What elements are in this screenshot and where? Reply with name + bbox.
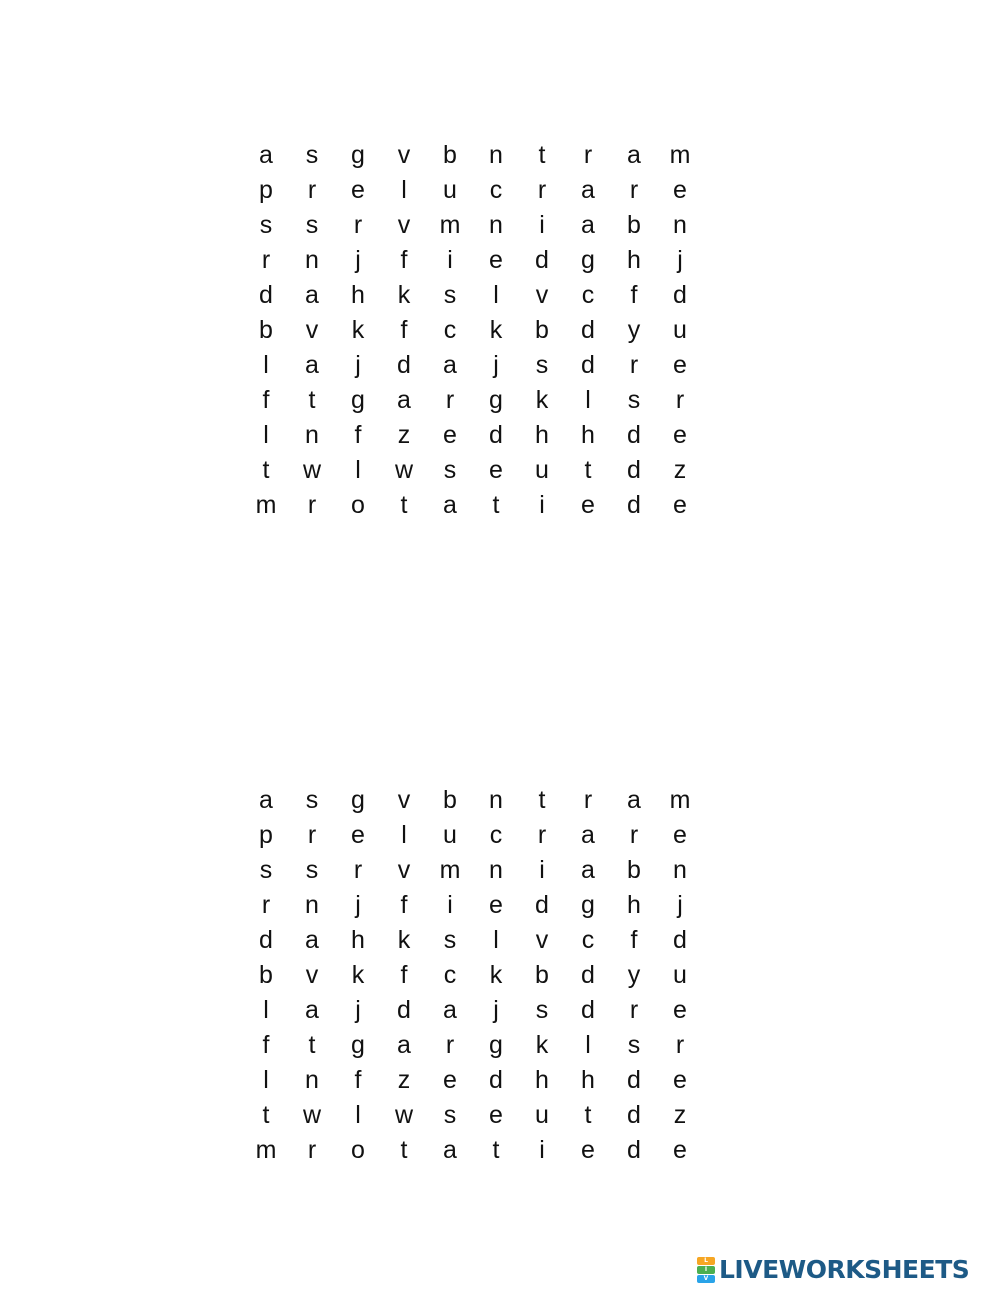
grid-letter: z bbox=[673, 456, 687, 484]
grid-letter: a bbox=[259, 141, 273, 169]
grid-letter: s bbox=[627, 1031, 641, 1059]
grid-letter: t bbox=[308, 1031, 316, 1059]
grid-letter: a bbox=[443, 996, 457, 1024]
grid-letter: p bbox=[259, 821, 273, 849]
grid-letter: d bbox=[535, 246, 549, 274]
grid-letter: v bbox=[535, 281, 549, 309]
word-search-grid-top bbox=[243, 138, 703, 523]
grid-letter: a bbox=[259, 786, 273, 814]
word-search-grid-bottom bbox=[243, 783, 703, 1168]
grid-letter: t bbox=[492, 491, 500, 519]
liveworksheets-logo-icon bbox=[697, 1257, 715, 1283]
grid-letter: a bbox=[443, 491, 457, 519]
grid-letter: f bbox=[630, 926, 638, 954]
grid-letter: f bbox=[262, 1031, 270, 1059]
grid-letter: a bbox=[627, 141, 641, 169]
grid-letter: r bbox=[629, 821, 639, 849]
grid-letter: z bbox=[397, 1066, 411, 1094]
grid-letter: e bbox=[581, 1136, 595, 1164]
grid-letter: s bbox=[443, 281, 457, 309]
grid-letter: m bbox=[439, 211, 461, 239]
grid-letter: d bbox=[673, 281, 687, 309]
grid-letter: s bbox=[305, 141, 319, 169]
grid-letter: s bbox=[443, 926, 457, 954]
grid-letter: g bbox=[581, 246, 595, 274]
grid-letter: s bbox=[259, 856, 273, 884]
grid-letter: r bbox=[307, 491, 317, 519]
grid-letter: d bbox=[627, 491, 641, 519]
grid-letter: d bbox=[581, 996, 595, 1024]
grid-letter: l bbox=[263, 1066, 269, 1094]
grid-letter: b bbox=[627, 856, 641, 884]
grid-letter: o bbox=[351, 1136, 365, 1164]
grid-letter: p bbox=[259, 176, 273, 204]
grid-letter: d bbox=[535, 891, 549, 919]
grid-letter: g bbox=[351, 386, 365, 414]
grid-letter: g bbox=[351, 786, 365, 814]
grid-letter: b bbox=[535, 316, 549, 344]
logo-letter: I bbox=[697, 1266, 715, 1274]
grid-letter: r bbox=[629, 176, 639, 204]
grid-letter: s bbox=[305, 786, 319, 814]
grid-letter: n bbox=[673, 211, 687, 239]
grid-letter: n bbox=[489, 211, 503, 239]
grid-letter: a bbox=[397, 1031, 411, 1059]
grid-letter: l bbox=[263, 421, 269, 449]
grid-letter: h bbox=[627, 246, 641, 274]
grid-letter: b bbox=[443, 141, 457, 169]
grid-letter: r bbox=[537, 821, 547, 849]
grid-letter: d bbox=[627, 1066, 641, 1094]
grid-letter: e bbox=[489, 1101, 503, 1129]
grid-letter: s bbox=[535, 351, 549, 379]
liveworksheets-logo[interactable] bbox=[697, 1255, 969, 1285]
grid-letter: r bbox=[307, 821, 317, 849]
grid-letter: d bbox=[489, 421, 503, 449]
grid-letter: j bbox=[677, 246, 683, 274]
grid-letter: h bbox=[627, 891, 641, 919]
logo-letter: V bbox=[697, 1275, 715, 1283]
grid-letter: u bbox=[673, 316, 687, 344]
grid-letter: t bbox=[538, 141, 546, 169]
grid-letter: e bbox=[489, 891, 503, 919]
grid-letter: b bbox=[259, 316, 273, 344]
grid-letter: r bbox=[307, 176, 317, 204]
grid-letter: l bbox=[585, 1031, 591, 1059]
grid-letter: s bbox=[535, 996, 549, 1024]
grid-letter: d bbox=[627, 456, 641, 484]
grid-letter: n bbox=[673, 856, 687, 884]
grid-letter: m bbox=[255, 1136, 277, 1164]
grid-letter: g bbox=[581, 891, 595, 919]
grid-letter: i bbox=[539, 491, 545, 519]
grid-letter: v bbox=[535, 926, 549, 954]
grid-letter: j bbox=[355, 996, 361, 1024]
brand-name: LIVEWORKSHEETS bbox=[719, 1255, 970, 1284]
grid-letter: d bbox=[489, 1066, 503, 1094]
grid-letter: r bbox=[537, 176, 547, 204]
grid-letter: n bbox=[305, 891, 319, 919]
grid-letter: k bbox=[351, 316, 365, 344]
grid-letter: h bbox=[351, 281, 365, 309]
grid-letter: u bbox=[535, 456, 549, 484]
grid-letter: y bbox=[627, 961, 641, 989]
grid-letter: y bbox=[627, 316, 641, 344]
grid-letter: e bbox=[673, 491, 687, 519]
grid-letter: i bbox=[447, 891, 453, 919]
grid-letter: g bbox=[489, 1031, 503, 1059]
grid-letter: i bbox=[539, 1136, 545, 1164]
grid-letter: e bbox=[673, 351, 687, 379]
grid-letter: d bbox=[259, 281, 273, 309]
grid-letter: d bbox=[397, 351, 411, 379]
grid-letter: g bbox=[351, 1031, 365, 1059]
grid-letter: n bbox=[489, 856, 503, 884]
grid-letter: u bbox=[443, 821, 457, 849]
grid-letter: c bbox=[489, 821, 503, 849]
grid-letter: r bbox=[353, 211, 363, 239]
grid-letter: d bbox=[627, 421, 641, 449]
grid-letter: l bbox=[263, 996, 269, 1024]
grid-letter: j bbox=[355, 891, 361, 919]
grid-letter: k bbox=[397, 281, 411, 309]
grid-letter: t bbox=[262, 1101, 270, 1129]
grid-letter: h bbox=[351, 926, 365, 954]
grid-letter: h bbox=[535, 421, 549, 449]
grid-letter: t bbox=[492, 1136, 500, 1164]
grid-letter: t bbox=[584, 1101, 592, 1129]
grid-letter: u bbox=[673, 961, 687, 989]
grid-letter: l bbox=[263, 351, 269, 379]
grid-letter: s bbox=[627, 386, 641, 414]
grid-letter: r bbox=[583, 786, 593, 814]
grid-letter: t bbox=[400, 1136, 408, 1164]
grid-letter: k bbox=[535, 1031, 549, 1059]
grid-letter: g bbox=[489, 386, 503, 414]
grid-letter: f bbox=[262, 386, 270, 414]
grid-letter: j bbox=[493, 351, 499, 379]
grid-letter: d bbox=[673, 926, 687, 954]
grid-letter: e bbox=[489, 246, 503, 274]
grid-letter: i bbox=[539, 211, 545, 239]
grid-letter: g bbox=[351, 141, 365, 169]
grid-letter: e bbox=[673, 821, 687, 849]
grid-letter: a bbox=[305, 996, 319, 1024]
grid-letter: k bbox=[535, 386, 549, 414]
grid-letter: z bbox=[673, 1101, 687, 1129]
grid-letter: v bbox=[397, 856, 411, 884]
grid-letter: v bbox=[397, 211, 411, 239]
grid-letter: t bbox=[400, 491, 408, 519]
grid-letter: e bbox=[673, 1136, 687, 1164]
grid-letter: a bbox=[627, 786, 641, 814]
grid-letter: r bbox=[629, 996, 639, 1024]
grid-letter: c bbox=[489, 176, 503, 204]
grid-letter: j bbox=[677, 891, 683, 919]
grid-letter: d bbox=[627, 1101, 641, 1129]
grid-letter: l bbox=[355, 1101, 361, 1129]
grid-letter: t bbox=[538, 786, 546, 814]
grid-letter: s bbox=[305, 856, 319, 884]
grid-letter: f bbox=[354, 1066, 362, 1094]
grid-letter: a bbox=[581, 211, 595, 239]
grid-letter: o bbox=[351, 491, 365, 519]
grid-letter: t bbox=[262, 456, 270, 484]
grid-letter: a bbox=[305, 926, 319, 954]
grid-letter: m bbox=[439, 856, 461, 884]
grid-letter: s bbox=[305, 211, 319, 239]
grid-letter: n bbox=[305, 246, 319, 274]
grid-letter: r bbox=[353, 856, 363, 884]
grid-letter: d bbox=[259, 926, 273, 954]
grid-letter: w bbox=[302, 456, 322, 484]
grid-letter: w bbox=[394, 456, 414, 484]
grid-letter: a bbox=[443, 1136, 457, 1164]
grid-letter: e bbox=[351, 176, 365, 204]
grid-letter: b bbox=[535, 961, 549, 989]
grid-letter: r bbox=[261, 891, 271, 919]
grid-letter: t bbox=[308, 386, 316, 414]
grid-letter: n bbox=[305, 421, 319, 449]
grid-letter: a bbox=[305, 351, 319, 379]
grid-letter: a bbox=[581, 821, 595, 849]
grid-letter: r bbox=[307, 1136, 317, 1164]
grid-letter: e bbox=[443, 421, 457, 449]
grid-letter: a bbox=[305, 281, 319, 309]
grid-letter: k bbox=[397, 926, 411, 954]
grid-letter: v bbox=[305, 316, 319, 344]
grid-letter: l bbox=[493, 281, 499, 309]
grid-letter: b bbox=[627, 211, 641, 239]
grid-letter: r bbox=[583, 141, 593, 169]
grid-letter: c bbox=[581, 281, 595, 309]
grid-letter: h bbox=[581, 1066, 595, 1094]
grid-letter: d bbox=[581, 961, 595, 989]
grid-letter: w bbox=[302, 1101, 322, 1129]
grid-letter: v bbox=[305, 961, 319, 989]
logo-letter: L bbox=[697, 1257, 715, 1265]
grid-letter: b bbox=[443, 786, 457, 814]
grid-letter: j bbox=[493, 996, 499, 1024]
grid-letter: v bbox=[397, 786, 411, 814]
grid-letter: s bbox=[443, 1101, 457, 1129]
grid-letter: e bbox=[673, 176, 687, 204]
grid-letter: c bbox=[581, 926, 595, 954]
grid-letter: z bbox=[397, 421, 411, 449]
grid-letter: r bbox=[445, 1031, 455, 1059]
grid-letter: a bbox=[581, 856, 595, 884]
grid-letter: k bbox=[351, 961, 365, 989]
grid-letter: f bbox=[400, 961, 408, 989]
grid-letter: r bbox=[675, 386, 685, 414]
grid-letter: l bbox=[401, 176, 407, 204]
grid-letter: e bbox=[581, 491, 595, 519]
grid-letter: r bbox=[261, 246, 271, 274]
grid-letter: n bbox=[489, 141, 503, 169]
grid-letter: f bbox=[400, 316, 408, 344]
grid-letter: j bbox=[355, 246, 361, 274]
grid-letter: c bbox=[443, 961, 457, 989]
grid-letter: e bbox=[673, 421, 687, 449]
grid-letter: s bbox=[259, 211, 273, 239]
grid-letter: d bbox=[397, 996, 411, 1024]
grid-letter: h bbox=[535, 1066, 549, 1094]
grid-letter: i bbox=[539, 856, 545, 884]
grid-letter: f bbox=[630, 281, 638, 309]
grid-letter: e bbox=[673, 1066, 687, 1094]
grid-letter: d bbox=[581, 351, 595, 379]
grid-letter: u bbox=[535, 1101, 549, 1129]
grid-letter: d bbox=[627, 1136, 641, 1164]
grid-letter: c bbox=[443, 316, 457, 344]
grid-letter: a bbox=[397, 386, 411, 414]
grid-letter: e bbox=[489, 456, 503, 484]
grid-letter: r bbox=[629, 351, 639, 379]
grid-letter: k bbox=[489, 961, 503, 989]
grid-letter: v bbox=[397, 141, 411, 169]
grid-letter: n bbox=[489, 786, 503, 814]
grid-letter: a bbox=[443, 351, 457, 379]
grid-letter: m bbox=[255, 491, 277, 519]
grid-letter: r bbox=[675, 1031, 685, 1059]
grid-letter: l bbox=[493, 926, 499, 954]
grid-letter: i bbox=[447, 246, 453, 274]
grid-letter: d bbox=[581, 316, 595, 344]
grid-letter: f bbox=[400, 891, 408, 919]
grid-letter: f bbox=[400, 246, 408, 274]
grid-letter: m bbox=[669, 786, 691, 814]
grid-letter: n bbox=[305, 1066, 319, 1094]
grid-letter: e bbox=[351, 821, 365, 849]
grid-letter: l bbox=[355, 456, 361, 484]
grid-letter: f bbox=[354, 421, 362, 449]
grid-letter: b bbox=[259, 961, 273, 989]
grid-letter: h bbox=[581, 421, 595, 449]
grid-letter: t bbox=[584, 456, 592, 484]
grid-letter: a bbox=[581, 176, 595, 204]
grid-letter: l bbox=[401, 821, 407, 849]
grid-letter: s bbox=[443, 456, 457, 484]
grid-letter: j bbox=[355, 351, 361, 379]
grid-letter: l bbox=[585, 386, 591, 414]
grid-letter: w bbox=[394, 1101, 414, 1129]
grid-letter: m bbox=[669, 141, 691, 169]
grid-letter: u bbox=[443, 176, 457, 204]
grid-letter: k bbox=[489, 316, 503, 344]
grid-letter: e bbox=[443, 1066, 457, 1094]
grid-letter: r bbox=[445, 386, 455, 414]
grid-letter: e bbox=[673, 996, 687, 1024]
